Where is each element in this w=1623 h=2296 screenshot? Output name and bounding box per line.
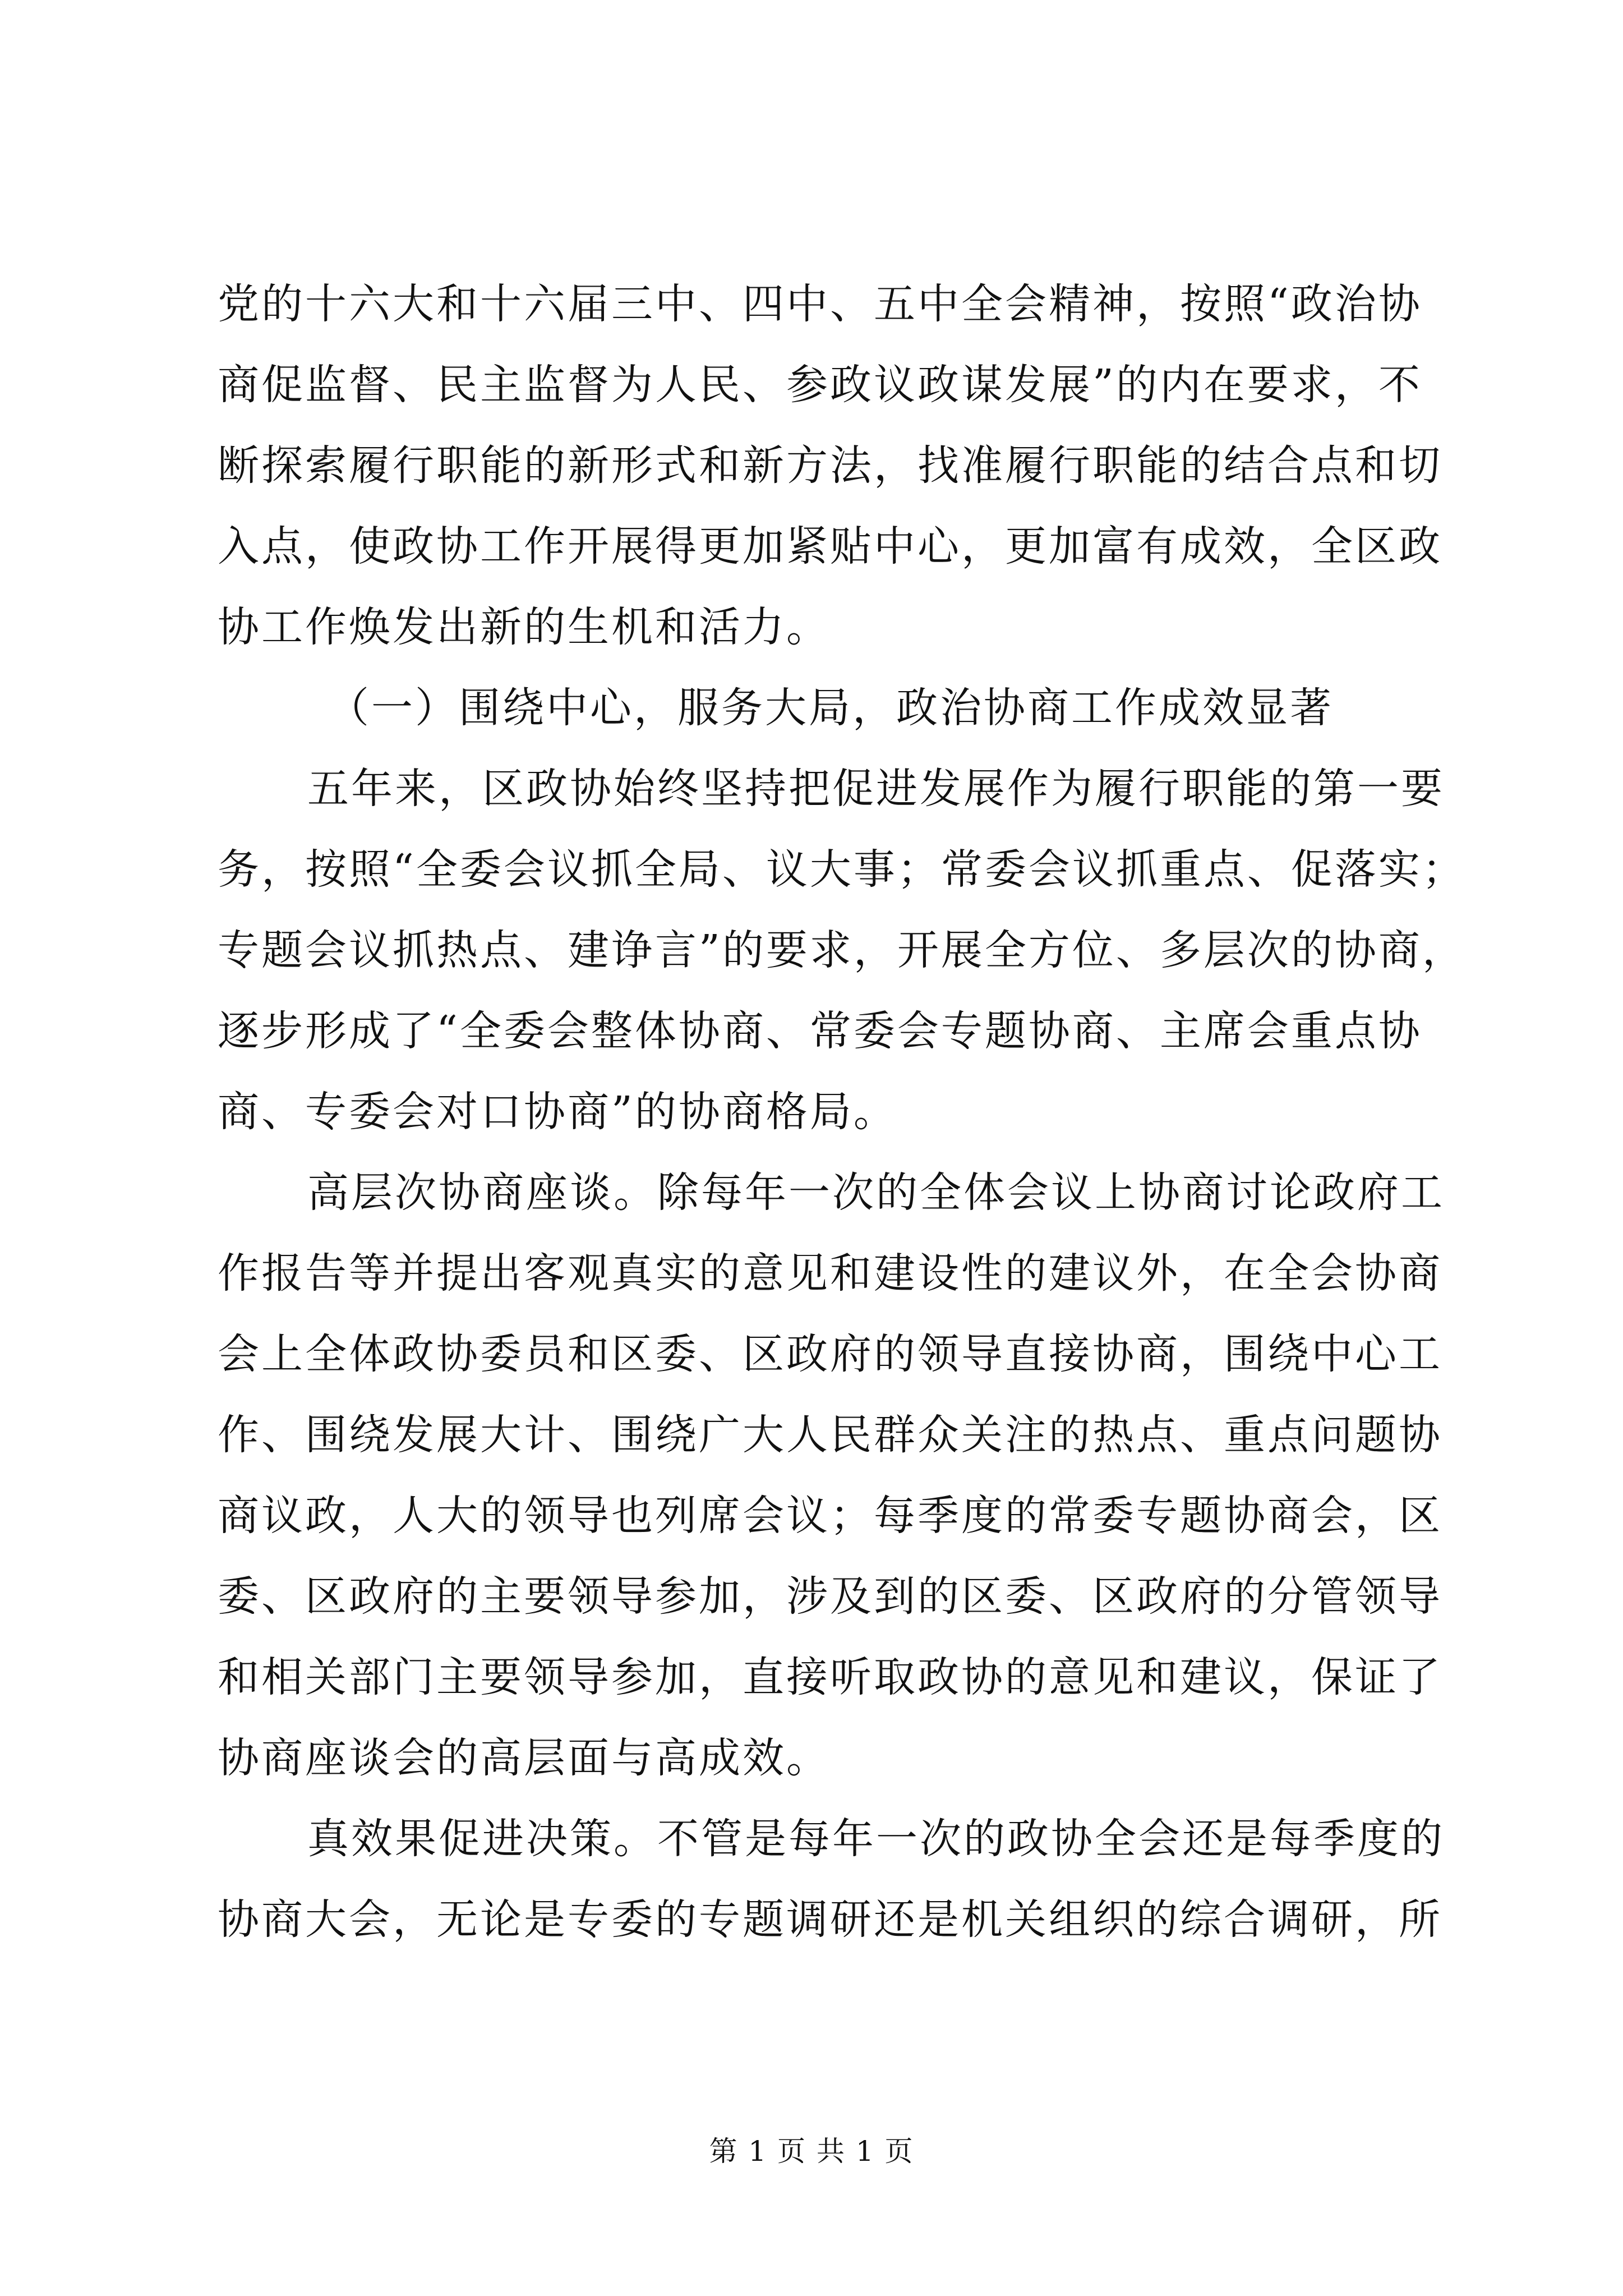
text-line: 务，按照“全委会议抓全局、议大事；常委会议抓重点、促落实；: [218, 845, 1466, 894]
page-number: 第 1 页 共 1 页: [709, 2135, 914, 2168]
paragraph-real-effect: [218, 1798, 1445, 1960]
text-line: 专题会议抓热点、建诤言”的要求，开展全方位、多层次的协商，: [218, 926, 1466, 974]
text-line: 商、专委会对口协商”的协商格局。: [218, 1088, 897, 1136]
text-line: 协商大会，无论是专委的专题调研还是机关组织的综合调研，所: [218, 1895, 1442, 1944]
section-heading: [218, 668, 1440, 748]
text-line: 和相关部门主要领导参加，直接听取政协的意见和建议，保证了: [218, 1653, 1442, 1701]
paragraph-intro-continuation: [218, 264, 1440, 668]
text-line: 入点，使政协工作开展得更加紧贴中心，更加富有成效，全区政: [218, 522, 1442, 570]
text-line: 党的十六大和十六届三中、四中、五中全会精神，按照“政治协: [218, 280, 1422, 328]
text-line: 协商座谈会的高层面与高成效。: [218, 1734, 830, 1782]
text-line: 五年来，区政协始终坚持把促进发展作为履行职能的第一要: [307, 765, 1445, 813]
paragraph-high-level-consultation: [218, 1152, 1445, 1798]
text-line: 委、区政府的主要领导参加，涉及到的区委、区政府的分管领导: [218, 1572, 1442, 1621]
document-body: [218, 264, 1466, 1960]
text-line: 协工作焕发出新的生机和活力。: [218, 603, 830, 651]
text-line: 作、围绕发展大计、围绕广大人民群众关注的热点、重点问题协: [218, 1411, 1442, 1459]
text-line: 逐步形成了“全委会整体协商、常委会专题协商、主席会重点协: [218, 1007, 1422, 1055]
text-line: 商促监督、民主监督为人民、参政议政谋发展”的内在要求，不: [218, 361, 1422, 409]
text-line: 商议政，人大的领导也列席会议；每季度的常委专题协商会，区: [218, 1492, 1442, 1540]
paragraph-five-years: [218, 748, 1466, 1152]
text-line: 断探索履行职能的新形式和新方法，找准履行职能的结合点和切: [218, 441, 1442, 490]
text-line: 作报告等并提出客观真实的意见和建设性的建议外，在全会协商: [218, 1249, 1442, 1297]
text-line: 高层次协商座谈。除每年一次的全体会议上协商讨论政府工: [307, 1168, 1445, 1217]
section-heading-text: （一）围绕中心，服务大局，政治协商工作成效显著: [328, 684, 1334, 732]
page-footer: [0, 2132, 1623, 2171]
text-line: 真效果促进决策。不管是每年一次的政协全会还是每季度的: [307, 1815, 1445, 1863]
text-line: 会上全体政协委员和区委、区政府的领导直接协商，围绕中心工: [218, 1330, 1442, 1378]
